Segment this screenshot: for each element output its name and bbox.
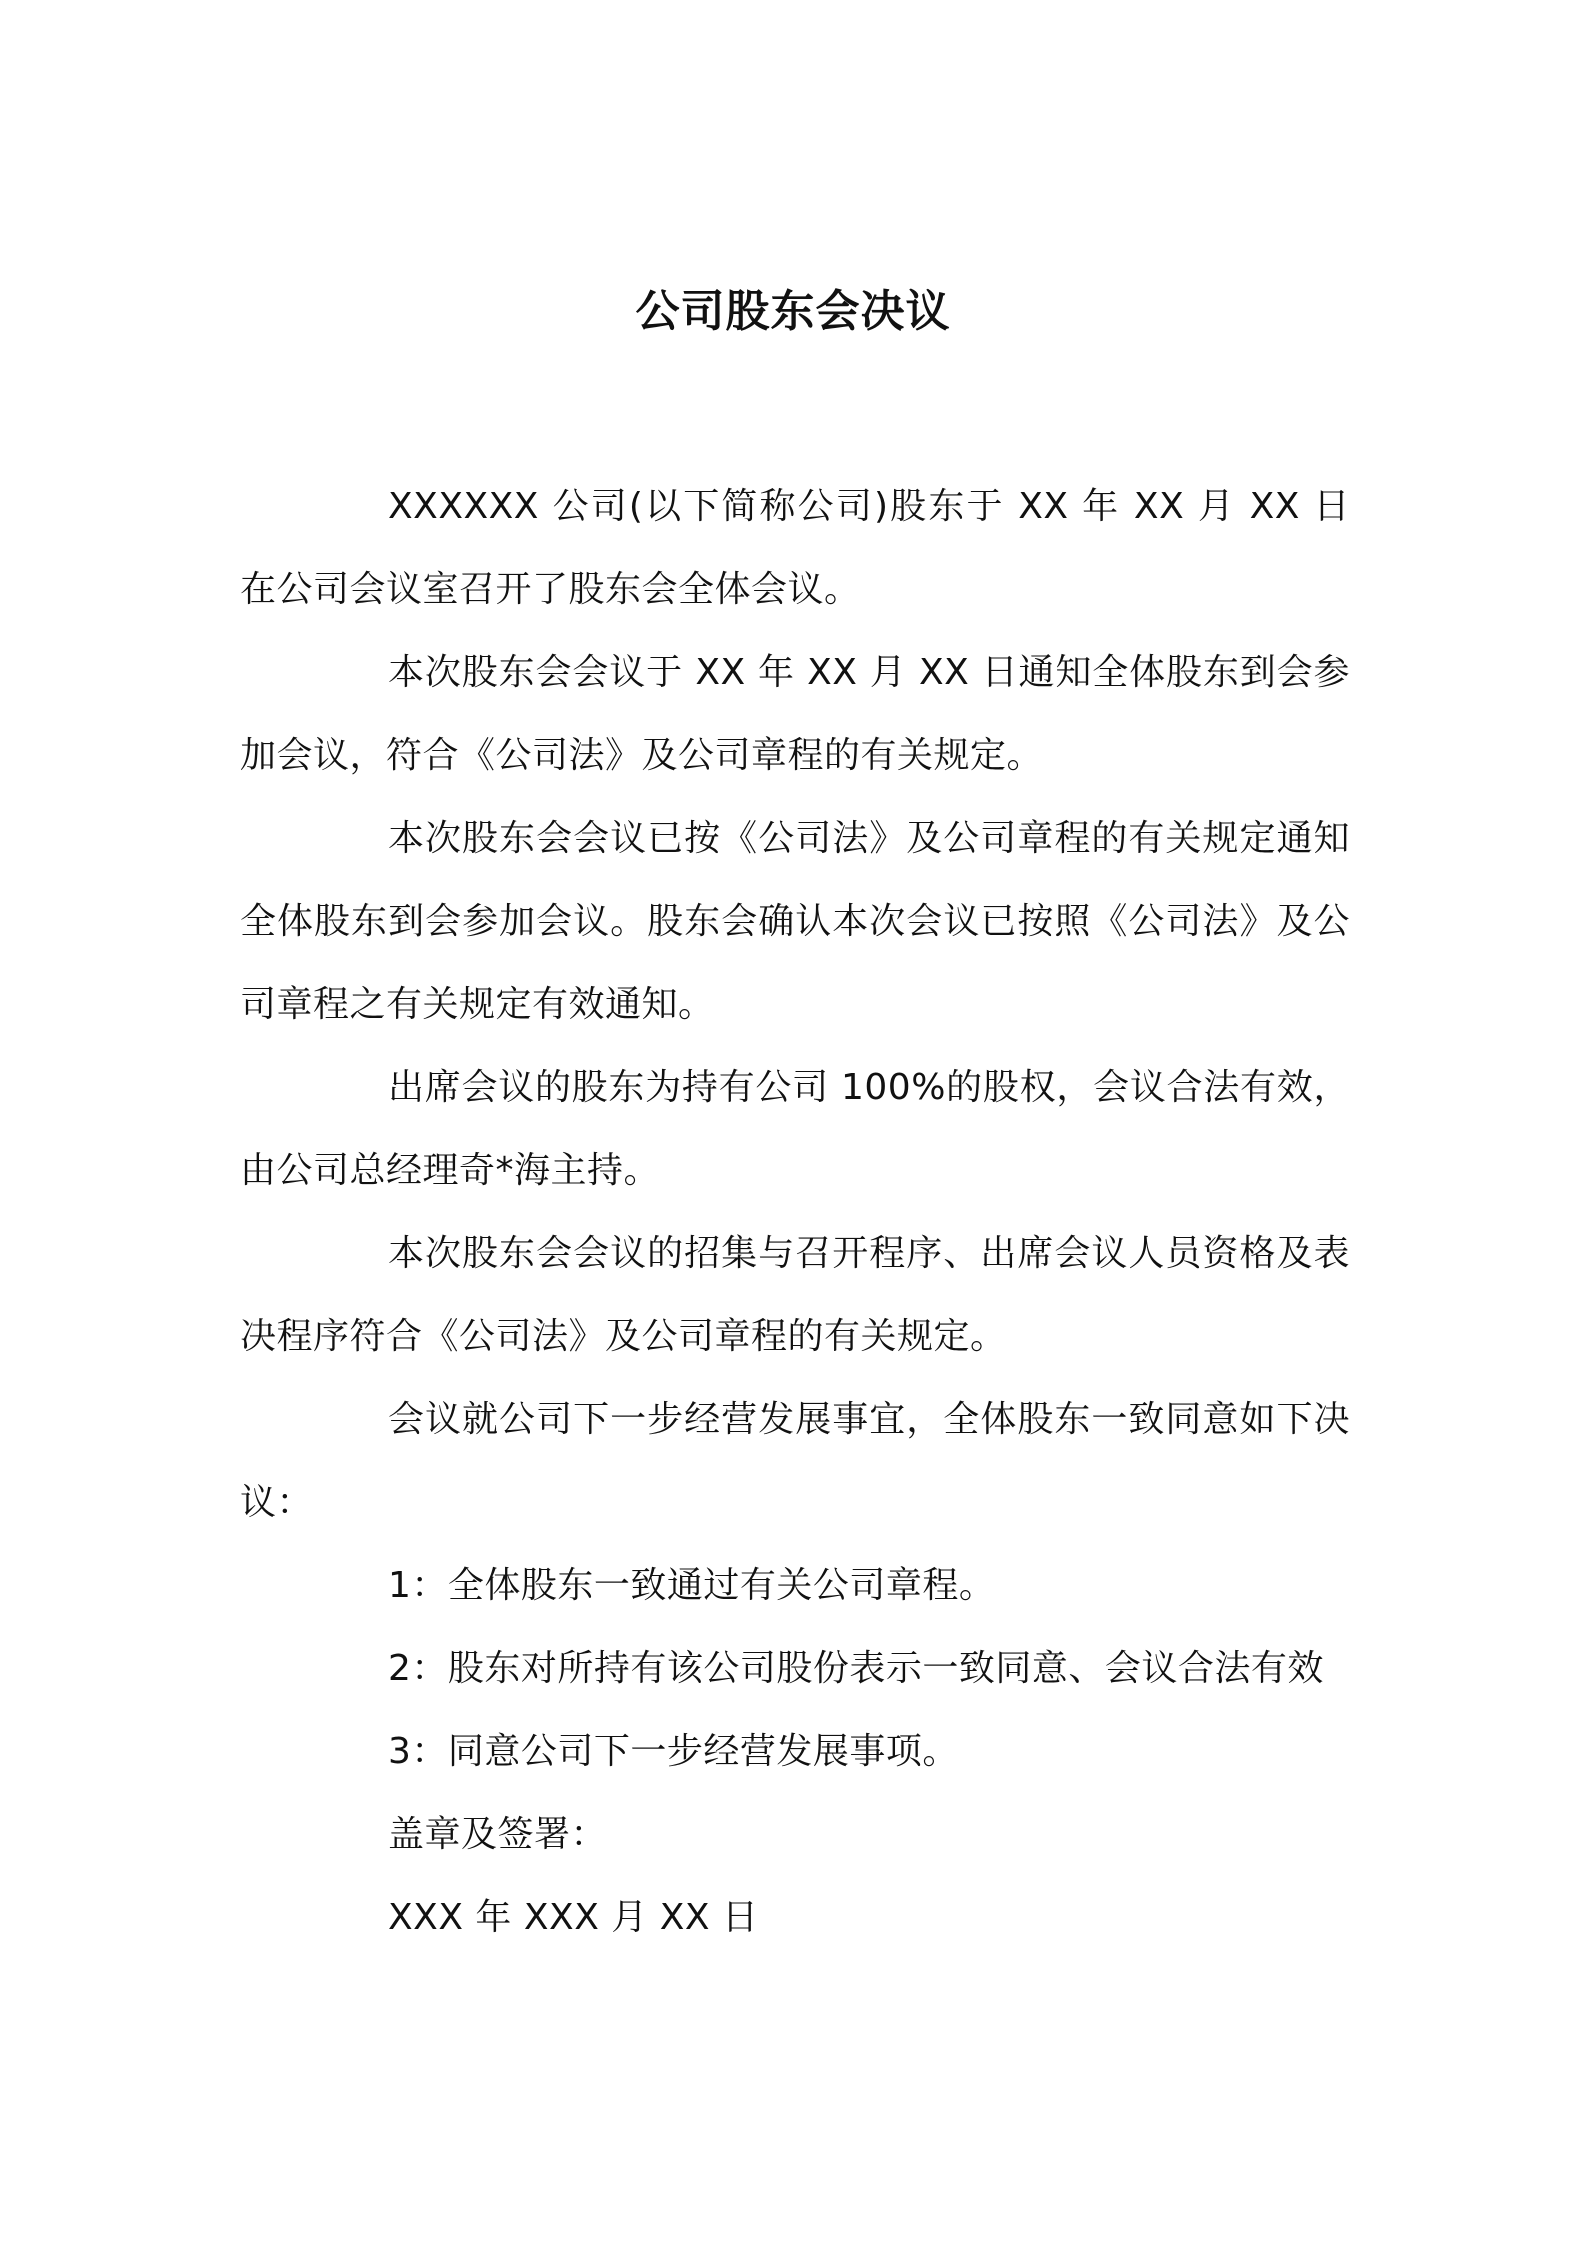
paragraph-resolution-intro: 会议就公司下一步经营发展事宜，全体股东一致同意如下决议：	[240, 1399, 1350, 1523]
resolution-item-2: 2：股东对所持有该公司股份表示一致同意、会议合法有效	[388, 1648, 1324, 1689]
paragraph-meeting-held: XXXXXX 公司(以下简称公司)股东于 XX 年 XX 月 XX 日在公司会议室召开了股东会全体会议。	[240, 486, 1350, 610]
paragraph-notice-confirmed: 本次股东会会议已按《公司法》及公司章程的有关规定通知全体股东到会参加会议。股东会确认本次会议已按照《公司法》及公司章程之有关规定有效通知。	[240, 818, 1350, 1025]
paragraph-procedure: 本次股东会会议的招集与召开程序、出席会议人员资格及表决程序符合《公司法》及公司章程的有关规定。	[240, 1233, 1350, 1357]
resolution-item-3: 3：同意公司下一步经营发展事项。	[388, 1731, 959, 1772]
signature-label: 盖章及签署：	[388, 1814, 608, 1855]
date-line: XXX 年 XXX 月 XX 日	[388, 1897, 759, 1938]
paragraph-attendance: 出席会议的股东为持有公司 100%的股权，会议合法有效，由公司总经理奇*海主持。	[240, 1067, 1350, 1191]
paragraph-notification: 本次股东会会议于 XX 年 XX 月 XX 日通知全体股东到会参加会议，符合《公司法》及公司章程的有关规定。	[240, 652, 1350, 776]
resolution-item-1: 1：全体股东一致通过有关公司章程。	[388, 1565, 996, 1606]
document-title: 公司股东会决议	[635, 286, 951, 337]
document-body	[240, 465, 1350, 1959]
